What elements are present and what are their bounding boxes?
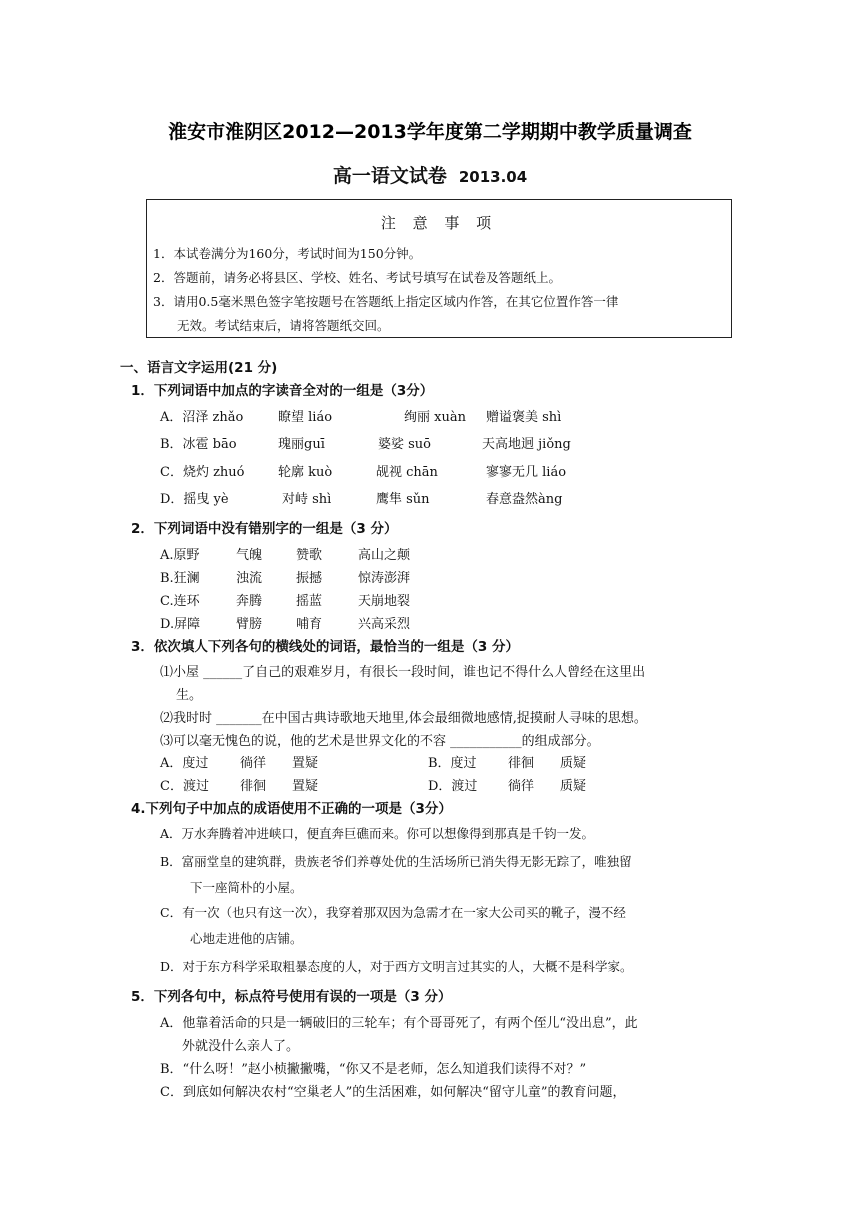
q5-option-c: C．到底如何解决农村“空巢老人”的生活困难，如何解决“留守儿童”的教育问题， — [160, 1085, 626, 1100]
q5-option-a-cont: 外就没什么亲人了。 — [182, 1039, 300, 1054]
notice-item: 1．本试卷满分为160分，考试时间为150分钟。 — [153, 246, 422, 261]
page-title: 淮安市淮阴区2012—2013学年度第二学期期中教学质量调查 — [168, 121, 692, 143]
notice-item: 2．答题前，请务必将县区、学校、姓名、考试号填写在试卷及答题纸上。 — [153, 270, 561, 285]
q3-c-1: C．渡过 — [160, 779, 209, 794]
q4-option-b-cont: 下一座简朴的小屋。 — [190, 880, 303, 895]
q2-d-2: 臂膀 — [236, 617, 263, 632]
q3-c-3: 置疑 — [292, 779, 319, 794]
q1-c-2: 轮廓 kuò — [278, 465, 333, 480]
q1-d-2: 对峙 shì — [282, 492, 332, 507]
notice-title: 注 意 事 项 — [380, 214, 498, 232]
q1-a-4: 赠谥褒美 shì — [486, 410, 562, 425]
exam-date: 2013.04 — [458, 168, 528, 186]
q2-a-4: 高山之颠 — [358, 548, 411, 563]
q3-sentence-1: ⑴小屋 ______了自己的艰难岁月，有很长一段时间，谁也记不得什么人曾经在这里出 — [160, 665, 646, 680]
q5-option-b: B．“什么呀！”赵小桢撇撇嘴，“你又不是老师，怎么知道我们读得不对？” — [160, 1062, 587, 1077]
section-heading: 一、语言文字运用(21 分) — [120, 360, 278, 376]
q1-b-2: 瑰丽guī — [278, 437, 325, 452]
q1-c-3: 觇视 chān — [376, 465, 438, 480]
notice-item: 无效。考试结束后，请将答题纸交回。 — [177, 318, 390, 333]
q1-d-4: 春意盎然àng — [486, 492, 563, 507]
q3-a-3: 置疑 — [292, 756, 319, 771]
q1-b-1: B．冰雹 bāo — [160, 437, 237, 452]
q1-a-3: 绚丽 xuàn — [404, 410, 466, 425]
q3-a-2: 徜徉 — [240, 756, 267, 771]
q1-d-1: D．摇曳 yè — [160, 492, 229, 507]
q2-b-2: 浊流 — [236, 571, 263, 586]
q3-d-3: 质疑 — [560, 779, 587, 794]
q2-c-3: 摇蓝 — [296, 594, 323, 609]
q2-b-3: 振撼 — [296, 571, 323, 586]
q3-b-2: 徘徊 — [508, 756, 535, 771]
question-5-stem: 5．下列各句中，标点符号使用有误的一项是（3 分） — [131, 989, 452, 1005]
q1-c-4: 寥寥无几 liáo — [486, 465, 567, 480]
q3-sentence-3: ⑶可以毫无愧色的说，他的艺术是世界文化的不容 ___________的组成部分。 — [160, 734, 600, 749]
q2-a-3: 赞歌 — [296, 548, 323, 563]
q3-b-1: B．度过 — [428, 756, 477, 771]
q3-d-2: 徜徉 — [508, 779, 535, 794]
q2-b-4: 惊涛澎湃 — [358, 571, 411, 586]
question-1-stem: 1．下列词语中加点的字读音全对的一组是（3分） — [131, 383, 434, 399]
q2-c-2: 奔腾 — [236, 594, 263, 609]
q1-a-2: 瞭望 liáo — [278, 410, 333, 425]
question-3-stem: 3．依次填人下列各句的横线处的词语，最恰当的一组是（3 分） — [131, 639, 519, 655]
q1-c-1: C．烧灼 zhuó — [160, 465, 245, 480]
q3-sentence-2: ⑵我时时 _______在中国古典诗歌地天地里,体会最细微地感情,捉摸耐人寻味的思想。 — [160, 711, 647, 726]
q3-d-1: D．渡过 — [428, 779, 478, 794]
q3-sentence-1-cont: 生。 — [176, 688, 203, 703]
q2-d-4: 兴高采烈 — [358, 617, 411, 632]
q4-option-c-cont: 心地走进他的店铺。 — [190, 931, 303, 946]
q3-c-2: 徘徊 — [240, 779, 267, 794]
q2-d-3: 哺育 — [296, 617, 323, 632]
q2-d-1: D.屏障 — [160, 617, 201, 632]
q4-option-c: C．有一次（也只有这一次），我穿着那双因为急需才在一家大公司买的靴子，漫不经 — [160, 905, 626, 920]
q2-b-1: B.狂澜 — [160, 571, 200, 586]
q2-c-1: C.连环 — [160, 594, 200, 609]
q4-option-b: B．富丽堂皇的建筑群，贵族老爷们养尊处优的生活场所已消失得无影无踪了，唯独留 — [160, 854, 632, 869]
page-subtitle — [0, 161, 860, 188]
q5-option-a: A．他靠着活命的只是一辆破旧的三轮车；有个哥哥死了，有两个侄儿“没出息”，此 — [160, 1016, 638, 1031]
q1-b-4: 天高地迥 jiǒng — [482, 437, 571, 452]
question-2-stem: 2．下列词语中没有错别字的一组是（3 分） — [131, 521, 398, 537]
q4-option-a: A．万水奔腾着冲进峡口，便直奔巨礁而来。你可以想像得到那真是千钧一发。 — [160, 826, 595, 841]
notice-item: 3．请用0.5毫米黑色签字笔按题号在答题纸上指定区域内作答，在其它位置作答一律 — [153, 294, 619, 309]
q4-option-d: D．对于东方科学采取粗暴态度的人，对于西方文明言过其实的人，大概不是科学家。 — [160, 959, 633, 974]
q2-a-2: 气魄 — [236, 548, 263, 563]
q2-c-4: 天崩地裂 — [358, 594, 411, 609]
subtitle-text: 高一语文试卷 — [332, 165, 447, 187]
q3-b-3: 质疑 — [560, 756, 587, 771]
q2-a-1: A.原野 — [160, 548, 200, 563]
q1-b-3: 婆娑 suō — [378, 437, 432, 452]
q3-a-1: A．度过 — [160, 756, 209, 771]
q1-d-3: 鹰隼 sǔn — [376, 492, 430, 507]
question-4-stem: 4.下列句子中加点的成语使用不正确的一项是（3分） — [131, 801, 452, 817]
notice-box — [146, 199, 732, 338]
q1-a-1: A．沼泽 zhǎo — [160, 410, 244, 425]
